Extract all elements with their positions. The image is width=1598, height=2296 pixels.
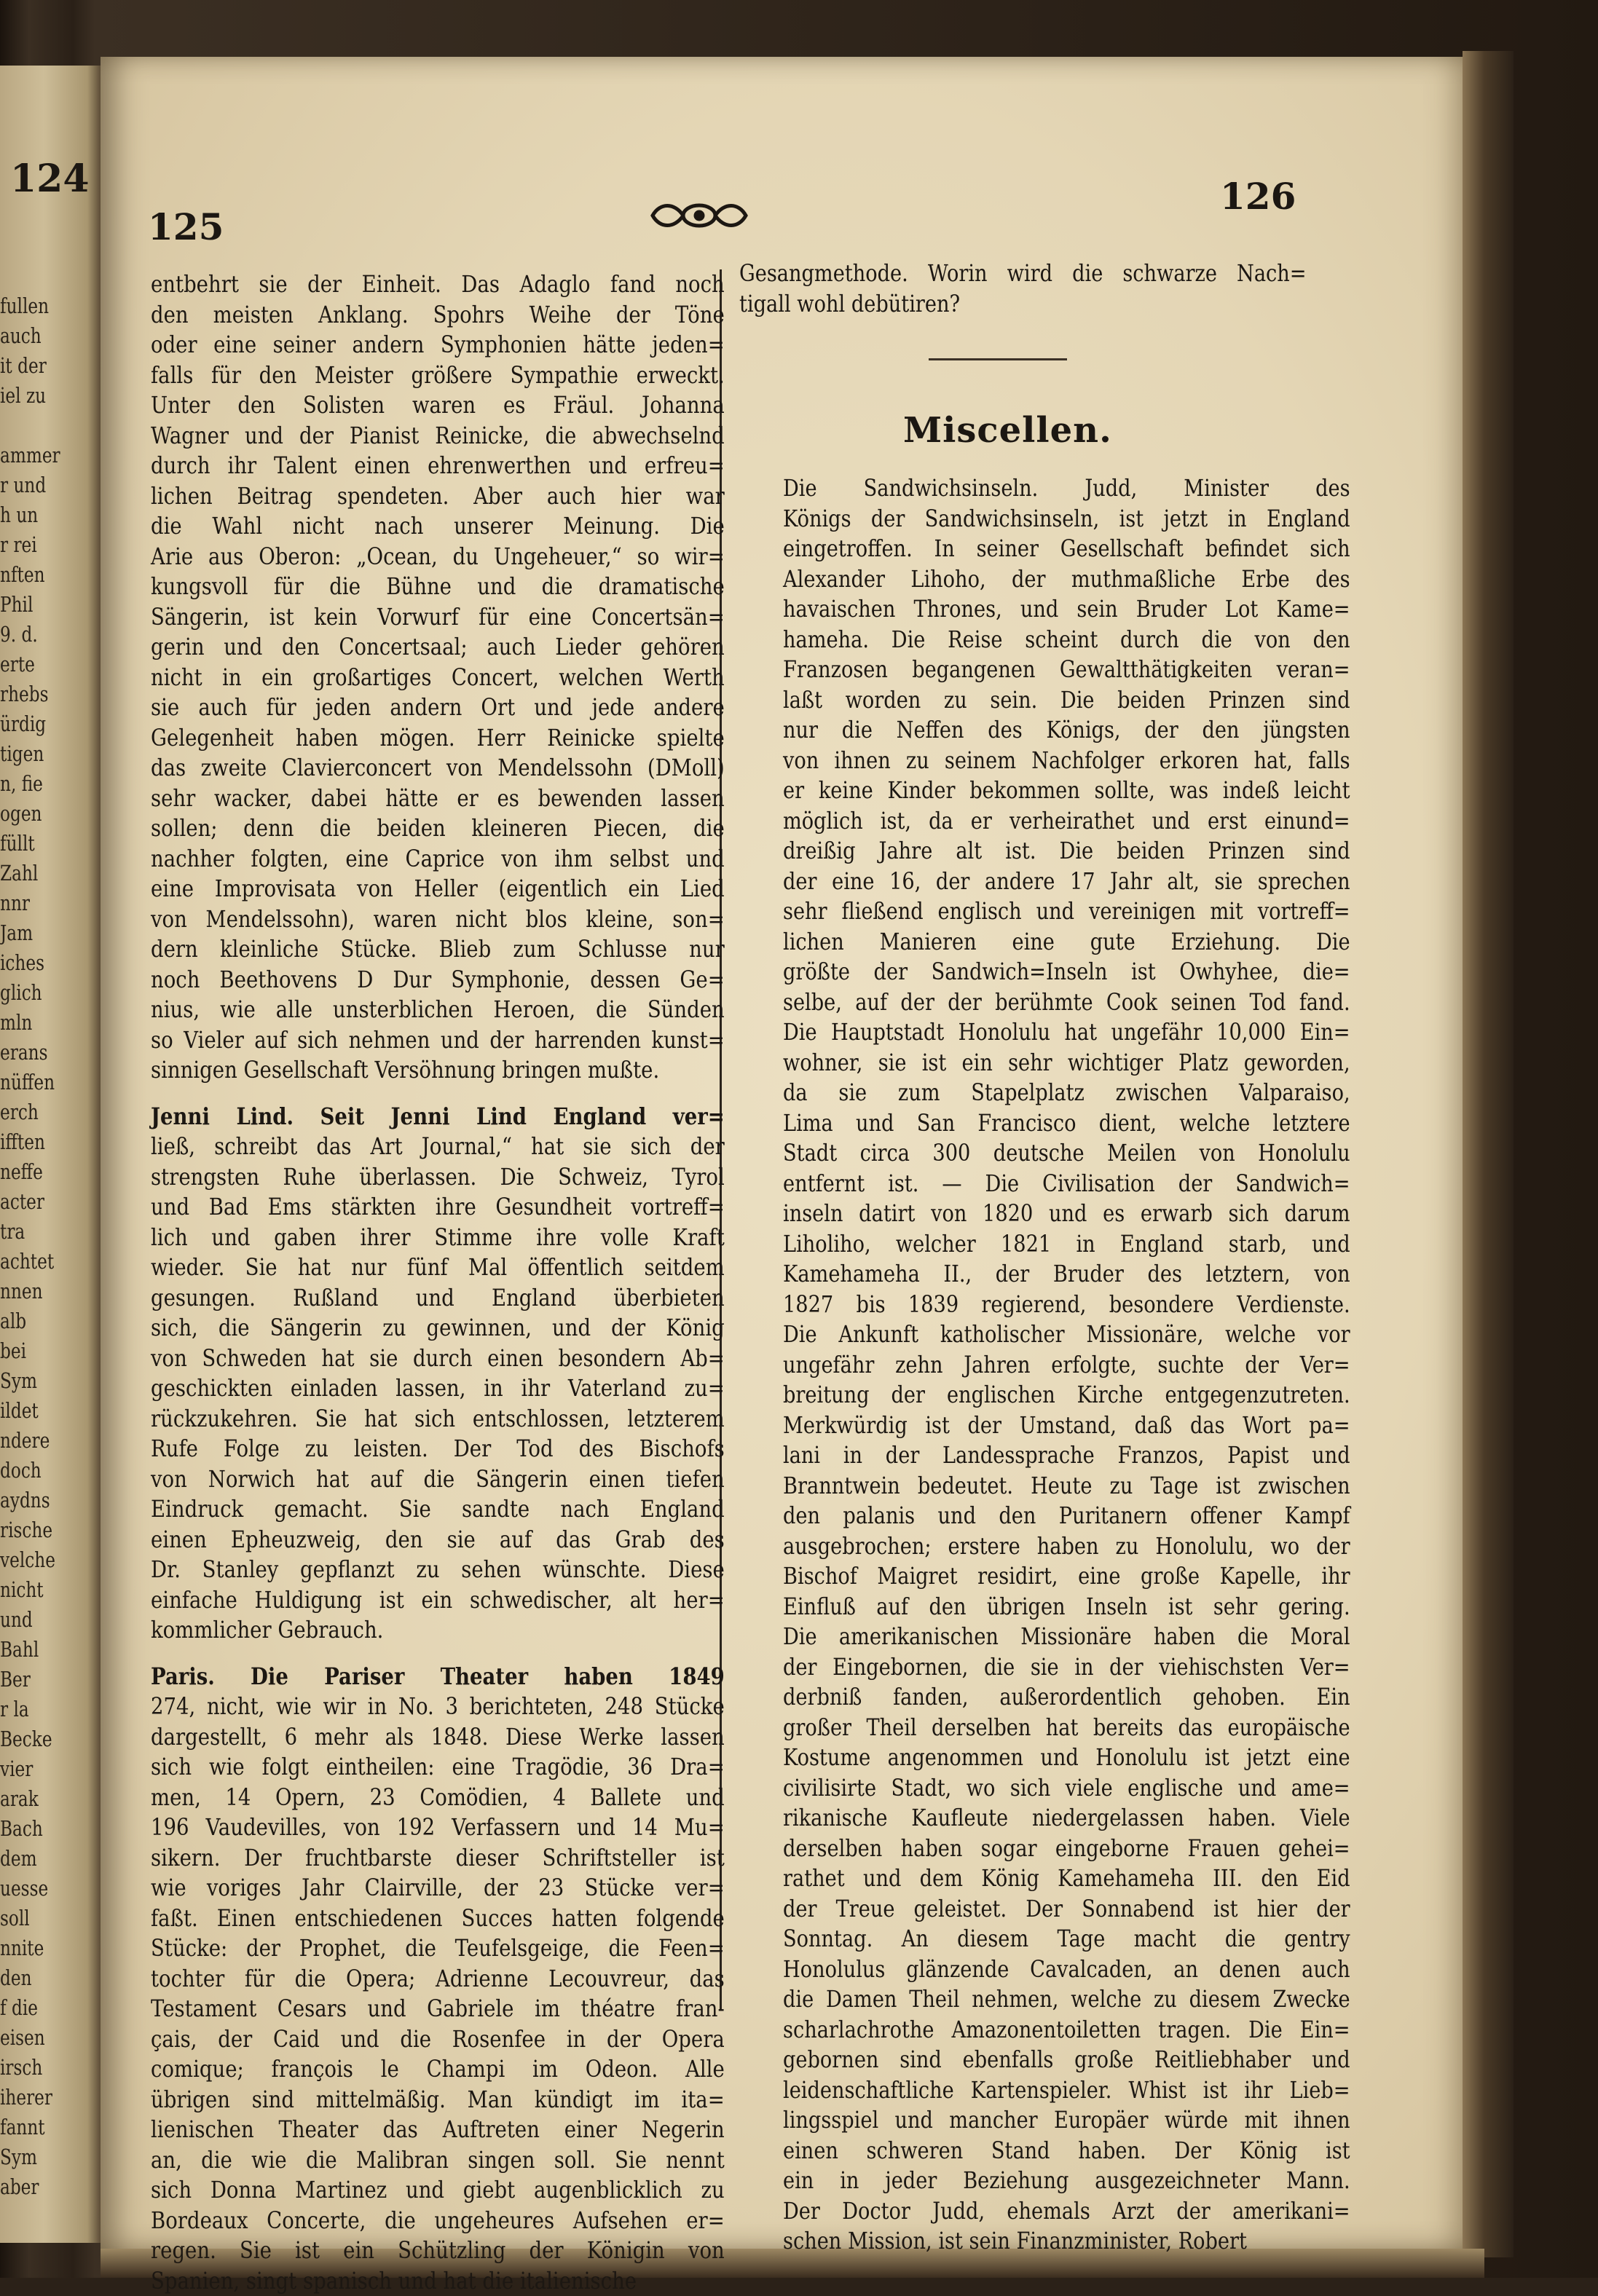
text-line: Jenni Lind. Seit Jenni Lind England ver=	[151, 1102, 725, 1132]
text-line: sehr wacker, dabei hätte er es bewenden lassen	[151, 784, 725, 814]
margin-fragment: nnite	[0, 1933, 41, 1963]
text-line: der eine 16, der andere 17 Jahr alt, sie sprechen	[783, 867, 1350, 897]
text-line: sikern. Der fruchtbarste dieser Schriftsteller ist	[151, 1843, 725, 1874]
margin-fragment: nnr	[0, 888, 41, 918]
page-number-next: 126	[1220, 175, 1296, 218]
text-line: 196 Vaudevilles, von 192 Verfassern und 14 Mu=	[151, 1812, 725, 1843]
margin-fragment: velche	[0, 1545, 41, 1575]
text-line: von ihnen zu seinem Nachfolger erkoren hat, falls	[783, 746, 1350, 776]
text-line: lienischen Theater das Auftreten einer Negerin	[151, 2115, 725, 2145]
margin-fragment: aber	[0, 2172, 41, 2202]
text-line: 1827 bis 1839 regierend, besondere Verdienste.	[783, 1290, 1350, 1320]
text-line: Königs der Sandwichsinseln, ist jetzt in England	[783, 504, 1350, 534]
text-line: und Bad Ems stärkten ihre Gesundheit vortreff=	[151, 1192, 725, 1223]
text-line: nur die Neffen des Königs, der den jüngsten	[783, 715, 1350, 746]
text-line: übrigen sind mittelmäßig. Man kündigt im ita=	[151, 2085, 725, 2115]
text-line: ungefähr zehn Jahren erfolgte, suchte der Ver=	[783, 1350, 1350, 1381]
margin-fragment: uesse	[0, 1874, 41, 1904]
margin-fragment: ürdig	[0, 709, 41, 739]
margin-fragment: neffe	[0, 1157, 41, 1187]
text-line: Gelegenheit haben mögen. Herr Reinicke spielte	[151, 723, 725, 754]
margin-fragment: tra	[0, 1217, 41, 1247]
text-line: einen schweren Stand haben. Der König ist	[783, 2136, 1350, 2166]
text-line: den meisten Anklang. Spohrs Weihe der Töne	[151, 300, 725, 331]
margin-fragment: Zahl	[0, 859, 41, 888]
text-line: einen Epheuzweig, den sie auf das Grab des	[151, 1525, 725, 1555]
margin-fragment: erte	[0, 650, 41, 679]
margin-fragment: Sym	[0, 2142, 41, 2172]
section-heading: Miscellen.	[903, 410, 1112, 451]
text-line: Paris. Die Pariser Theater haben 1849	[151, 1662, 725, 1692]
text-line: derselben haben sogar eingeborne Frauen gehei=	[783, 1834, 1350, 1864]
margin-fragment: irsch	[0, 2053, 41, 2083]
margin-fragment: mln	[0, 1008, 41, 1038]
text-line: sehr fließend englisch und vereinigen mit vortreff=	[783, 896, 1350, 927]
text-line: wie voriges Jahr Clairville, der 23 Stücke ver=	[151, 1873, 725, 1904]
text-line: rikanische Kaufleute niedergelassen haben. Viele	[783, 1803, 1350, 1834]
text-line: Lima und San Francisco dient, welche letztere	[783, 1108, 1350, 1139]
text-line: ein in jeder Beziehung ausgezeichneter Mann.	[783, 2166, 1350, 2196]
text-line: wohner, sie ist ein sehr wichtiger Platz geworden,	[783, 1048, 1350, 1078]
text-line: tochter für die Opera; Adrienne Lecouvreur, das	[151, 1964, 725, 1995]
text-line: durch ihr Talent einen ehrenwerthen und erfreu=	[151, 451, 725, 481]
text-line: kommlicher Gebrauch.	[151, 1615, 725, 1646]
text-line: sich Donna Martinez und giebt augenblicklich zu	[151, 2175, 725, 2206]
margin-fragment: dem	[0, 1844, 41, 1874]
text-line: Arie aus Oberon: „Ocean, du Ungeheuer,“ so wir=	[151, 542, 725, 572]
text-line: dargestellt, 6 mehr als 1848. Diese Werke lassen	[151, 1722, 725, 1753]
text-line: schen Mission, ist sein Finanzminister, Robert	[783, 2226, 1350, 2257]
text-line: Eindruck gemacht. Sie sandte nach England	[151, 1494, 725, 1525]
margin-fragment: 9. d.	[0, 620, 41, 650]
text-line: Testament Cesars und Gabriele im théatre fran-	[151, 1994, 725, 2024]
text-line: eingetroffen. In seiner Gesellschaft befindet sich	[783, 534, 1350, 564]
text-line: den palanis und den Puritanern offener Kampf	[783, 1501, 1350, 1531]
text-line: Unter den Solisten waren es Fräul. Johanna	[151, 390, 725, 421]
text-line: entfernt ist. — Die Civilisation der Sandwich=	[783, 1169, 1350, 1199]
text-line: men, 14 Opern, 23 Comödien, 4 Ballete und	[151, 1783, 725, 1813]
text-line: Die Hauptstadt Honolulu hat ungefähr 10,000 Ein=	[783, 1017, 1350, 1048]
text-line: gebornen sind ebenfalls große Reitliebhaber und	[783, 2045, 1350, 2075]
margin-fragment: eisen	[0, 2023, 41, 2053]
text-line: sinnigen Gesellschaft Versöhnung bringen mußte.	[151, 1055, 725, 1086]
text-line: comique; françois le Champi im Odeon. Alle	[151, 2054, 725, 2085]
text-line: havaischen Thrones, und sein Bruder Lot Kame=	[783, 594, 1350, 625]
margin-fragment: den	[0, 1963, 41, 1993]
text-line: von Norwich hat auf die Sängerin einen tiefen	[151, 1464, 725, 1495]
margin-fragment: füllt	[0, 829, 41, 859]
text-line: möglich ist, da er verheirathet und erst einund=	[783, 806, 1350, 837]
text-line: lingsspiel und mancher Europäer würde mit ihnen	[783, 2105, 1350, 2136]
margin-fragment: nften	[0, 560, 41, 590]
margin-fragment: r und	[0, 470, 41, 500]
margin-fragment: nnen	[0, 1277, 41, 1306]
text-line: leidenschaftliche Kartenspieler. Whist ist ihr Lieb=	[783, 2075, 1350, 2106]
text-line: sie auch für jeden andern Ort und jede andere	[151, 693, 725, 723]
margin-fragment: ndere	[0, 1426, 41, 1456]
margin-fragment: rhebs	[0, 679, 41, 709]
text-line: Liholiho, welcher 1821 in England starb, und	[783, 1229, 1350, 1260]
text-line: größte der Sandwich=Inseln ist Owhyhee, die=	[783, 957, 1350, 987]
margin-fragment: ildet	[0, 1396, 41, 1426]
previous-page-edge	[0, 66, 101, 2243]
text-line: Sängerin, ist kein Vorwurf für eine Concertsän=	[151, 602, 725, 633]
text-line: scharlachrothe Amazonentoiletten tragen. Die Ein=	[783, 2015, 1350, 2046]
text-line: lich und gaben ihrer Stimme ihre volle Kraft	[151, 1223, 725, 1253]
margin-fragment: iel zu	[0, 381, 41, 411]
margin-fragment: auch	[0, 321, 41, 351]
right-column-article	[783, 473, 1351, 2257]
text-line: Dr. Stanley gepflanzt zu sehen wünschte. Diese	[151, 1555, 725, 1585]
margin-fragment: r la	[0, 1695, 41, 1724]
margin-fragment: acter	[0, 1187, 41, 1217]
text-line: Bischof Maigret residirt, eine große Kapelle, ihr	[783, 1561, 1350, 1592]
text-line: tigall wohl debütiren?	[739, 289, 1307, 320]
text-line: Branntwein bedeutet. Heute zu Tage ist zwischen	[783, 1471, 1350, 1502]
text-line: Die Ankunft katholischer Missionäre, welche vor	[783, 1319, 1350, 1350]
text-line: Einfluß auf den übrigen Inseln ist sehr gering.	[783, 1592, 1350, 1622]
text-line: regen. Sie ist ein Schützling der Königin von	[151, 2236, 725, 2266]
text-line: an, die wie die Malibran singen soll. Sie nennt	[151, 2145, 725, 2176]
margin-fragment: vier	[0, 1754, 41, 1784]
text-line: breitung der englischen Kirche entgegenzutreten.	[783, 1380, 1350, 1411]
text-line: sich wie folgt eintheilen: eine Tragödie, 36 Dra=	[151, 1752, 725, 1783]
text-line: 274, nicht, wie wir in No. 3 berichteten, 248 Stücke	[151, 1692, 725, 1722]
text-line: sich, die Sängerin zu gewinnen, und der König	[151, 1313, 725, 1344]
margin-fragment: bei	[0, 1336, 41, 1366]
text-line: da sie zum Stapelplatz zwischen Valparaiso,	[783, 1078, 1350, 1108]
text-line: Sonntag. An diesem Tage macht die gentry	[783, 1924, 1350, 1954]
margin-fragment: r rei	[0, 530, 41, 560]
text-line: strengsten Ruhe überlassen. Die Schweiz, Tyrol	[151, 1162, 725, 1193]
margin-fragment: n, fie	[0, 769, 41, 799]
text-line: dreißig Jahre alt ist. Die beiden Prinzen sind	[783, 836, 1350, 867]
margin-fragment: arak	[0, 1784, 41, 1814]
margin-fragment: ogen	[0, 799, 41, 829]
margin-fragment: f die	[0, 1993, 41, 2023]
margin-fragment: soll	[0, 1904, 41, 1933]
text-line: Honolulus glänzende Cavalcaden, an denen auch	[783, 1954, 1350, 1985]
margin-fragment: alb	[0, 1306, 41, 1336]
margin-fragment: und	[0, 1605, 41, 1635]
margin-fragment: achtet	[0, 1247, 41, 1277]
text-line: rückzukehren. Sie hat sich entschlossen, letzterem	[151, 1404, 725, 1435]
text-line: ließ, schreibt das Art Journal,“ hat sie sich der	[151, 1132, 725, 1162]
margin-fragment: it der	[0, 351, 41, 381]
text-line: Franzosen begangenen Gewaltthätigkeiten veran=	[783, 655, 1350, 685]
margin-fragment: Ber	[0, 1665, 41, 1695]
margin-fragment: fannt	[0, 2112, 41, 2142]
text-line: derbniß fanden, außerordentlich gehoben. Ein	[783, 1682, 1350, 1713]
text-line: Der Doctor Judd, ehemals Arzt der amerikani=	[783, 2196, 1350, 2227]
margin-fragment: Bahl	[0, 1635, 41, 1665]
text-line: Stadt circa 300 deutsche Meilen von Honolulu	[783, 1138, 1350, 1169]
text-line: Kostume angenommen und Honolulu ist jetzt eine	[783, 1743, 1350, 1773]
margin-fragment: aydns	[0, 1486, 41, 1515]
margin-fragment: Becke	[0, 1724, 41, 1754]
text-line: gerin und den Concertsaal; auch Lieder gehören	[151, 632, 725, 663]
page-number-current: 125	[148, 205, 224, 248]
text-line: das zweite Clavierconcert von Mendelssohn (DMoll)	[151, 753, 725, 784]
text-line: selbe, auf der der berühmte Cook seinen Tod fand.	[783, 987, 1350, 1018]
text-line: geschickten einladen lassen, in ihr Vaterland zu=	[151, 1373, 725, 1404]
margin-fragment: nüffen	[0, 1068, 41, 1097]
margin-fragment	[0, 411, 41, 441]
text-line: çais, der Caid und die Rosenfee in der Opera	[151, 2024, 725, 2055]
margin-fragment: h un	[0, 500, 41, 530]
text-line: sollen; denn die beiden kleineren Piecen, die	[151, 813, 725, 844]
text-line: noch Beethovens D Dur Symphonie, dessen Ge=	[151, 965, 725, 995]
text-line: Kamehameha II., der Bruder des letztern, von	[783, 1259, 1350, 1290]
text-line: nachher folgten, eine Caprice von ihm selbst und	[151, 844, 725, 875]
right-column-top	[739, 259, 1307, 319]
text-line: lani in der Landessprache Franzos, Papist und	[783, 1440, 1350, 1471]
text-line: Spanien, singt spanisch und hat die italienische	[151, 2266, 725, 2296]
text-line: Die Sandwichsinseln. Judd, Minister des	[783, 473, 1350, 504]
text-line: gesungen. Rußland und England überbieten	[151, 1283, 725, 1314]
text-line: nicht in ein großartiges Concert, welchen Werth	[151, 663, 725, 693]
page-edge-right	[1463, 51, 1514, 2257]
text-line: Wagner und der Pianist Reinicke, die abwechselnd	[151, 421, 725, 451]
text-line: Rufe Folge zu leisten. Der Tod des Bischofs	[151, 1434, 725, 1464]
margin-fragment: rische	[0, 1515, 41, 1545]
text-line: der Eingebornen, die sie in der viehischsten Ver=	[783, 1652, 1350, 1683]
margin-fragment: Phil	[0, 590, 41, 620]
text-line: faßt. Einen entschiedenen Succes hatten folgende	[151, 1904, 725, 1934]
text-line: ausgebrochen; erstere haben zu Honolulu, wo der	[783, 1531, 1350, 1562]
text-line: rathet und dem König Kamehameha III. den Eid	[783, 1863, 1350, 1894]
margin-fragment: glich	[0, 978, 41, 1008]
text-line: der Treue geleistet. Der Sonnabend ist hier der	[783, 1894, 1350, 1925]
text-line: inseln datirt von 1820 und es erwarb sich darum	[783, 1199, 1350, 1229]
text-line: er keine Kinder bekommen sollte, was indeß leicht	[783, 776, 1350, 806]
text-line: die Damen Theil nehmen, welche zu diesem Zwecke	[783, 1984, 1350, 2015]
text-line: entbehrt sie der Einheit. Das Adaglo fand noch	[151, 269, 725, 300]
margin-fragment: fullen	[0, 291, 41, 321]
section-rule	[929, 358, 1067, 360]
text-line: oder eine seiner andern Symphonien hätte jeden=	[151, 330, 725, 360]
text-line: Die amerikanischen Missionäre haben die Moral	[783, 1622, 1350, 1652]
text-line: lichen Beitrag spendeten. Aber auch hier war	[151, 481, 725, 512]
text-line: civilisirte Stadt, wo sich viele englische und ame=	[783, 1773, 1350, 1804]
previous-page-text-fragments	[0, 291, 51, 2202]
page-number-left-spine: 124	[10, 157, 90, 201]
text-line: wieder. Sie hat nur fünf Mal öffentlich seitdem	[151, 1252, 725, 1283]
text-line: einfache Huldigung ist ein schwedischer, alt her=	[151, 1585, 725, 1616]
left-column	[151, 269, 719, 2296]
text-line: falls für den Meister größere Sympathie erweckt.	[151, 360, 725, 391]
margin-fragment: ifften	[0, 1127, 41, 1157]
text-line: großer Theil derselben hat bereits das europäische	[783, 1713, 1350, 1743]
margin-fragment: nicht	[0, 1575, 41, 1605]
text-line: nius, wie alle unsterblichen Heroen, die Sünden	[151, 995, 725, 1025]
text-line: von Schweden hat sie durch einen besondern Ab=	[151, 1344, 725, 1374]
text-line: kungsvoll für die Bühne und die dramatische	[151, 572, 725, 602]
margin-fragment: Jam	[0, 918, 41, 948]
text-line: dern kleinliche Stücke. Blieb zum Schlusse nur	[151, 934, 725, 965]
margin-fragment: iches	[0, 948, 41, 978]
text-line: die Wahl nicht nach unserer Meinung. Die	[151, 511, 725, 542]
text-line: Alexander Lihoho, der muthmaßliche Erbe des	[783, 564, 1350, 595]
margin-fragment: iherer	[0, 2083, 41, 2112]
text-line: so Vieler auf sich nehmen und der harrenden kunst=	[151, 1025, 725, 1056]
text-line: laßt worden zu sein. Die beiden Prinzen sind	[783, 685, 1350, 716]
text-line: lichen Manieren eine gute Erziehung. Die	[783, 927, 1350, 958]
text-line: Bordeaux Concerte, die ungeheures Aufsehen er=	[151, 2206, 725, 2236]
margin-fragment: Sym	[0, 1366, 41, 1396]
text-line: Gesangmethode. Worin wird die schwarze Nach=	[739, 259, 1307, 289]
text-line: hameha. Die Reise scheint durch die von den	[783, 625, 1350, 655]
margin-fragment: tigen	[0, 739, 41, 769]
header-ornament-icon	[647, 195, 752, 236]
margin-fragment: ammer	[0, 441, 41, 470]
margin-fragment: doch	[0, 1456, 41, 1486]
text-line: von Mendelssohn), waren nicht blos kleine, son=	[151, 904, 725, 935]
text-line: Merkwürdig ist der Umstand, daß das Wort pa=	[783, 1411, 1350, 1441]
margin-fragment: Bach	[0, 1814, 41, 1844]
text-line: Stücke: der Prophet, die Teufelsgeige, die Feen=	[151, 1933, 725, 1964]
text-line: eine Improvisata von Heller (eigentlich ein Lied	[151, 874, 725, 904]
margin-fragment: erch	[0, 1097, 41, 1127]
margin-fragment: erans	[0, 1038, 41, 1068]
